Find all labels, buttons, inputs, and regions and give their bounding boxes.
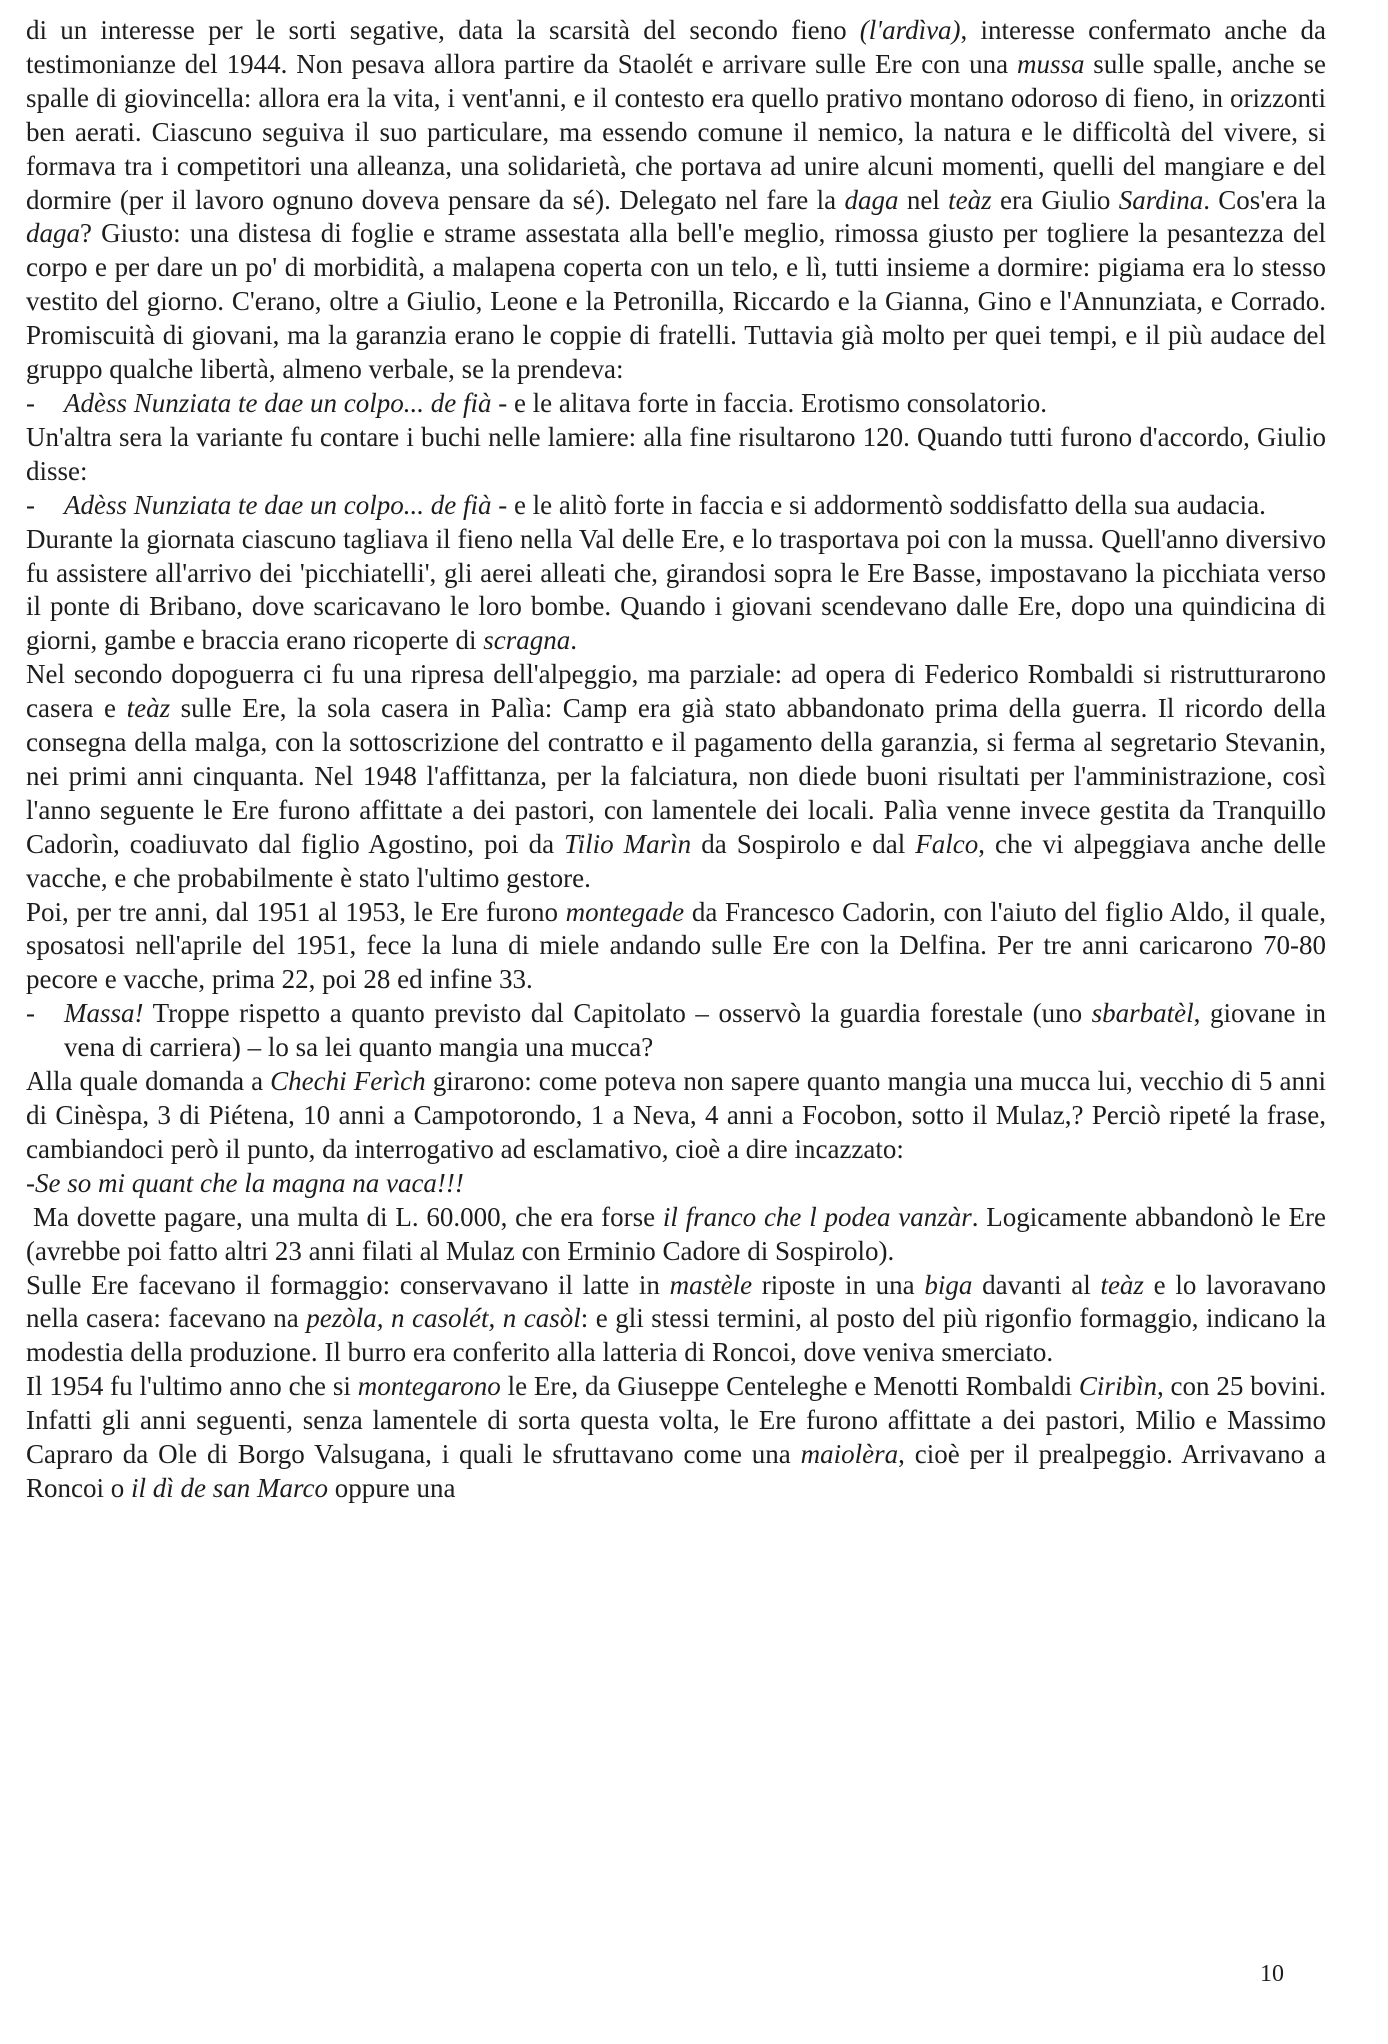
text-run: . Cos'era la bbox=[1203, 184, 1326, 215]
italic-run: sbarbatèl bbox=[1091, 998, 1194, 1029]
italic-run: pezòla, n casolét, n casòl bbox=[306, 1303, 581, 1334]
italic-run: Falco bbox=[915, 828, 979, 859]
italic-run: Tilio Marìn bbox=[564, 828, 692, 859]
paragraph-2 bbox=[26, 421, 1326, 489]
text-run: le Ere, da Giuseppe Centeleghe e Menotti Rombaldi bbox=[500, 1371, 1079, 1402]
paragraph-6 bbox=[26, 1065, 1326, 1167]
dash-mark: - bbox=[26, 387, 35, 418]
text-run: Il 1954 fu l'ultimo anno che si bbox=[26, 1371, 358, 1402]
dash-mark: - bbox=[26, 489, 35, 520]
italic-run: Adèss Nunziata te dae un colpo... de fià bbox=[64, 489, 492, 520]
text-run: , che vi alpeggiava anche delle vacche, e che probabilmente è stato l'ultimo gestore. bbox=[26, 828, 1326, 893]
text-run: Nel secondo dopoguerra ci fu una ripresa dell'alpeggio, ma parziale: ad opera di Federico Rombaldi si ristrutturarono casera e bbox=[26, 659, 1326, 724]
paragraph-5 bbox=[26, 896, 1326, 998]
italic-run: montegade bbox=[565, 896, 685, 927]
text-run: Troppe rispetto a quanto previsto dal Capitolato – osservò la guardia forestale (uno bbox=[143, 998, 1092, 1029]
text-run: oppure una bbox=[327, 1472, 456, 1503]
italic-run: teàz bbox=[126, 693, 171, 724]
text-run: - e le alitava forte in faccia. Erotismo consolatorio. bbox=[491, 387, 1047, 418]
text-run: Poi, per tre anni, dal 1951 al 1953, le Ere furono bbox=[26, 896, 566, 927]
text-run: . Logicamente abbandonò le Ere (avrebbe poi fatto altri 23 anni filati al Mulaz con Erminio Cadore di Sospirolo). bbox=[26, 1201, 1327, 1266]
italic-run: Adèss Nunziata te dae un colpo... de fià bbox=[64, 387, 492, 418]
text-run: era Giulio bbox=[991, 184, 1119, 215]
exclamation-line bbox=[26, 1167, 1326, 1201]
text-run: : e gli stessi termini, al posto del più rigonfio formaggio, indicano la modestia della produzione. Il burro era conferito alla latteria di Roncoi, dove veniva smerciato. bbox=[26, 1303, 1327, 1368]
italic-run: daga bbox=[844, 184, 899, 215]
text-run: , giovane in vena di carriera) – lo sa lei quanto mangia una mucca? bbox=[64, 998, 1326, 1063]
text-run: da Francesco Cadorin, con l'aiuto del figlio Aldo, il quale, sposatosi nell'aprile del 1951, fece la luna di miele andando sulle Ere con la Delfina. Per tre anni caricarono 70-80 pecore e vacche, prima 22, poi 28 ed infine 33. bbox=[26, 896, 1326, 995]
text-run: riposte in una bbox=[752, 1269, 925, 1300]
text-run: - e le alitò forte in faccia e si addormentò soddisfatto della sua audacia. bbox=[491, 489, 1266, 520]
dialogue-text bbox=[64, 998, 1326, 1062]
dialogue-line-3 bbox=[26, 997, 1326, 1065]
dialogue-text bbox=[64, 388, 1047, 418]
italic-run: mussa bbox=[1016, 48, 1085, 79]
text-run: sulle spalle, anche se spalle di giovincella: allora era la vita, i vent'anni, e il contesto era quello prativo montano odoroso di fieno, in orizzonti ben aerati. Ciascuno seguiva il suo particulare, ma essendo comune il nemico, la natura e le difficoltà del vivere, si formava tra i competitori una alleanza, una solidarietà, che portava ad unire alcuni momenti, quelli del mangiare e del dormire (per il lavoro ognuno doveva pensare da sé). Delegato nel fare la bbox=[26, 48, 1326, 215]
italic-run: daga bbox=[26, 218, 80, 249]
italic-run: teàz bbox=[948, 184, 992, 215]
paragraph-8 bbox=[26, 1269, 1326, 1371]
paragraph-1 bbox=[26, 14, 1326, 387]
paragraph-4 bbox=[26, 658, 1326, 895]
text-run: - bbox=[26, 1167, 35, 1198]
italic-run: Chechi Ferìch bbox=[270, 1066, 426, 1097]
text-run: , con 25 bovini. Infatti gli anni seguenti, senza lamentele di sorta questa volta, le Ere furono affittate a dei pastori, Milio e Massimo Capraro da Ole di Borgo Valsugana, i quali le sfruttavano come una bbox=[26, 1371, 1326, 1470]
dash-mark: - bbox=[26, 998, 35, 1029]
text-run: Ma dovette pagare, una multa di L. 60.000, che era forse bbox=[33, 1201, 663, 1232]
paragraph-3 bbox=[26, 523, 1326, 659]
text-run: e lo lavoravano nella casera: facevano na bbox=[26, 1269, 1326, 1334]
document-body bbox=[26, 14, 1326, 1506]
italic-run: teàz bbox=[1100, 1269, 1144, 1300]
text-run: sulle Ere, la sola casera in Palìa: Camp era già stato abbandonato prima della guerra. Il ricordo della consegna della malga, con la sottoscrizione del contratto e il pagamento della garanzia, si ferma al segretario Stevanin, nei primi anni cinquanta. Nel 1948 l'affittanza, per la falciatura, non diede buoni risultati per l'amministrazione, così l'anno seguente le Ere furono affittate a dei pastori, con lamentele dei locali. Palìa venne invece gestita da Tranquillo Cadorìn, coadiuvato dal figlio Agostino, poi da bbox=[26, 693, 1326, 859]
text-run: Sulle Ere facevano il formaggio: conservavano il latte in bbox=[26, 1269, 670, 1300]
italic-run: mastèle bbox=[669, 1269, 753, 1300]
italic-run: Ciribìn bbox=[1078, 1371, 1157, 1402]
text-run: ? Giusto: una distesa di foglie e strame assestata alla bell'e meglio, rimossa giusto per togliere la pesantezza del corpo e per dare un po' di morbidità, a malapena coperta con un telo, e lì, tutti insieme a dormire: pigiama era lo stesso vestito del giorno. C'erano, oltre a Giulio, Leone e la Petronilla, Riccardo e la Gianna, Gino e l'Annunziata, e Corrado. Promiscuità di giovani, ma la garanzia erano le coppie di fratelli. Tuttavia già molto per quei tempi, e il più audace del gruppo qualche libertà, almeno verbale, se la prendeva: bbox=[26, 218, 1326, 385]
text-run: davanti al bbox=[972, 1269, 1101, 1300]
text-run: Durante la giornata ciascuno tagliava il fieno nella Val delle Ere, e lo trasportava poi con la mussa. Quell'anno diversivo fu assistere all'arrivo dei 'picchiatelli', gli aerei alleati che, girandosi sopra le Ere Basse, impostavano la picchiata verso il ponte di Bribano, dove scaricavano le loro bombe. Quando i giovani scendevano dalle Ere, dopo una quindicina di giorni, gambe e braccia erano ricoperte di bbox=[26, 523, 1326, 656]
dialogue-text bbox=[64, 490, 1266, 520]
text-run: Alla quale domanda a bbox=[26, 1066, 271, 1097]
text-run: nel bbox=[898, 184, 949, 215]
italic-run: Se so mi quant che la magna na vaca!!! bbox=[35, 1167, 464, 1198]
dialogue-line-2 bbox=[26, 489, 1326, 523]
text-run: girarono: come poteva non sapere quanto mangia una mucca lui, vecchio di 5 anni di Cinèspa, 3 di Piétena, 10 anni a Campotorondo, 1 a Neva, 4 anni a Focobon, sotto il Mulaz,? Perciò ripeté la frase, cambiandoci però il punto, da interrogativo ad esclamativo, cioè a dire incazzato: bbox=[26, 1066, 1326, 1164]
italic-run: Sardina bbox=[1118, 184, 1204, 215]
text-run: di un interesse per le sorti segative, data la scarsità del secondo fieno bbox=[26, 15, 860, 45]
text-run: . bbox=[570, 625, 578, 656]
italic-run: Massa! bbox=[64, 998, 144, 1029]
italic-run: maiolèra bbox=[800, 1439, 899, 1470]
text-run: , interesse confermato anche da testimonianze del 1944. Non pesava allora partire da Staolét e arrivare sulle Ere con una bbox=[26, 15, 1326, 79]
paragraph-9 bbox=[26, 1370, 1326, 1506]
dialogue-line-1 bbox=[26, 387, 1326, 421]
page-number: 10 bbox=[1260, 1961, 1284, 1987]
text-run: Un'altra sera la variante fu contare i buchi nelle lamiere: alla fine risultarono 120. Quando tutti furono d'accordo, Giulio disse: bbox=[26, 421, 1326, 486]
italic-run: il franco che l podea vanzàr bbox=[662, 1201, 972, 1232]
italic-run: (l'ardìva) bbox=[859, 15, 961, 45]
italic-run: biga bbox=[924, 1269, 973, 1300]
italic-run: scragna bbox=[483, 625, 571, 656]
italic-run: montegarono bbox=[357, 1371, 501, 1402]
paragraph-7 bbox=[26, 1201, 1326, 1269]
italic-run: il dì de san Marco bbox=[131, 1472, 328, 1503]
text-run: da Sospirolo e dal bbox=[691, 828, 916, 859]
text-run: , cioè per il prealpeggio. Arrivavano a Roncoi o bbox=[26, 1439, 1326, 1503]
